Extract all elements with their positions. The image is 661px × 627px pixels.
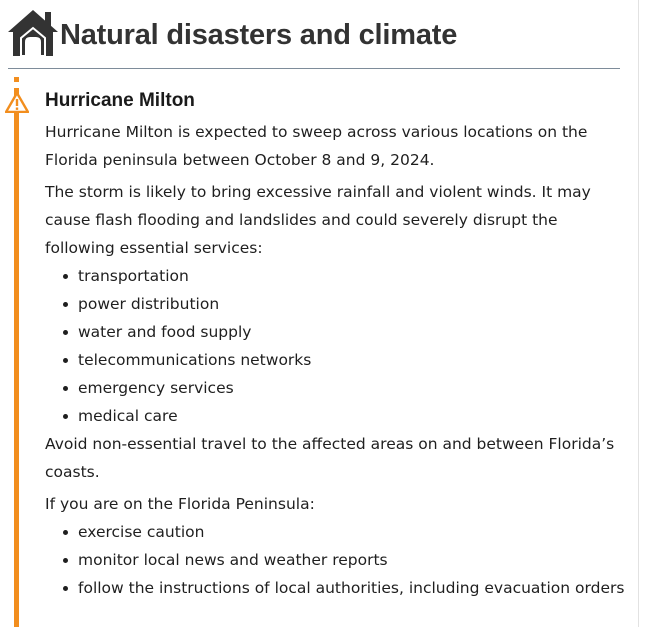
alert-bar-gap: [12, 82, 21, 88]
list-item: power distribution: [78, 290, 625, 318]
house-icon: [8, 8, 58, 56]
list-item: exercise caution: [78, 518, 625, 546]
list-item: follow the instructions of local authorities, including evacuation orders: [78, 574, 625, 602]
page-title: Natural disasters and climate: [60, 19, 458, 51]
alert-title: Hurricane Milton: [45, 90, 195, 111]
list-item: emergency services: [78, 374, 625, 402]
alert-content: [45, 88, 625, 602]
list-item: telecommunications networks: [78, 346, 625, 374]
travel-advice-text: Avoid non-essential travel to the affected areas on and between Florida’s coasts.: [45, 435, 615, 481]
list-item: transportation: [78, 262, 625, 290]
warning-icon: [5, 92, 29, 113]
services-list: [45, 262, 625, 430]
list-item: water and food supply: [78, 318, 625, 346]
peninsula-actions-list: [45, 518, 625, 602]
content-divider: [638, 0, 639, 627]
alert-accent-bar: [14, 77, 19, 627]
list-item: monitor local news and weather reports: [78, 546, 625, 574]
section-header: [8, 6, 620, 69]
list-item: medical care: [78, 402, 625, 430]
alert-impact-text: The storm is likely to bring excessive rainfall and violent winds. It may cause flash flooding and landslides and could severely disrupt the following essential services:: [45, 183, 591, 257]
alert-intro-text: Hurricane Milton is expected to sweep across various locations on the Florida peninsula between October 8 and 9, 2024.: [45, 123, 588, 169]
peninsula-intro-text: If you are on the Florida Peninsula:: [45, 495, 315, 513]
